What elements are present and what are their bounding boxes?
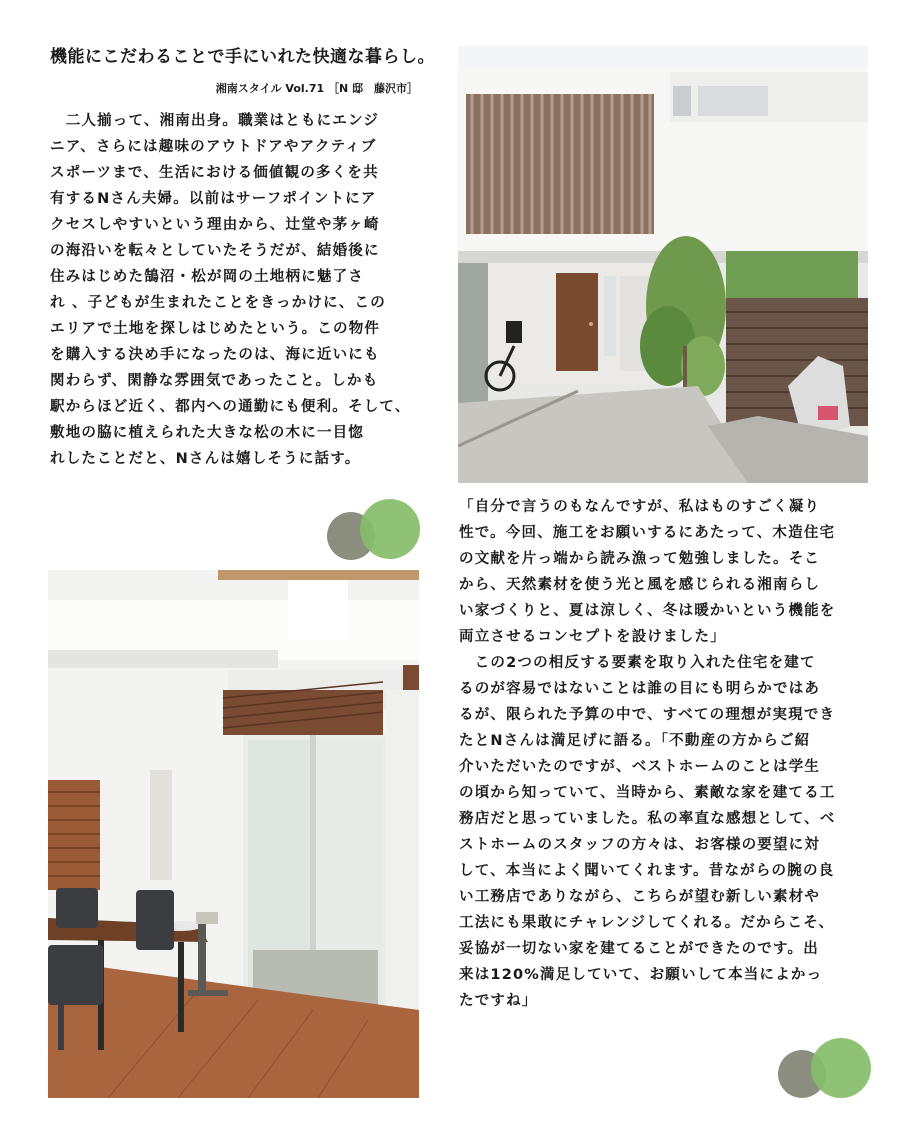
text-line: い工務店でありながら、こちらが望む新しい素材や bbox=[459, 889, 821, 905]
text-line: ニア、さらには趣味のアウトドアやアクティブ bbox=[50, 139, 377, 155]
text-line: 来は120%満足していて、お願いして本当によかっ bbox=[459, 967, 823, 983]
interior-dining-photo bbox=[48, 570, 419, 1098]
text-line: の海沿いを転々としていたそうだが、結婚後に bbox=[50, 243, 380, 259]
text-line: たとNさんは満足げに語る。「不動産の方からご紹 bbox=[459, 733, 811, 749]
text-line: エリアで土地を探しはじめたという。この物件 bbox=[50, 321, 381, 337]
front-door bbox=[556, 273, 598, 371]
wooden-louver bbox=[466, 94, 654, 234]
text-line: れしたことだと、Nさんは嬉しそうに話す。 bbox=[50, 451, 361, 467]
text-line: 妥協が一切ない家を建てることができたのです。出 bbox=[459, 941, 819, 957]
green-circle bbox=[811, 1038, 871, 1098]
text-line: 介いただいたのですが、ベストホームのことは学生 bbox=[459, 759, 821, 775]
text-line: の文献を片っ端から読み漁って勉強しました。そこ bbox=[459, 551, 821, 567]
text-line: たですね」 bbox=[459, 993, 538, 1009]
decorative-circles-bottom bbox=[776, 1036, 876, 1102]
side-window-blind bbox=[48, 780, 100, 890]
text-line: を購入する決め手になったのは、海に近いにも bbox=[50, 347, 380, 363]
text-line: して、本当によく聞いてくれます。昔ながらの腕の良 bbox=[459, 863, 835, 879]
text-line: 「自分で言うのもなんですが、私はものすごく凝り bbox=[459, 499, 821, 515]
text-line: の頃から知っていて、当時から、素敵な家を建てる工 bbox=[459, 785, 836, 801]
text-line: この2つの相反する要素を取り入れた住宅を建て bbox=[459, 655, 816, 671]
text-line: るが、限られた予算の中で、すべての理想が実現でき bbox=[459, 707, 836, 723]
text-line: 関わらず、閑静な雰囲気であったこと。しかも bbox=[50, 373, 379, 389]
text-line: 工法にも果敢にチャレンジしてくれる。だからこそ、 bbox=[459, 915, 835, 931]
decorative-circles-top bbox=[324, 497, 424, 563]
left-body-text bbox=[50, 108, 430, 472]
text-line: 敷地の脇に植えられた大きな松の木に一目惚 bbox=[50, 425, 364, 441]
text-line: から、天然素材を使う光と風を感じられる湘南らし bbox=[459, 577, 821, 593]
text-line: 有するNさん夫婦。以前はサーフポイントにア bbox=[50, 191, 377, 207]
text-line: クセスしやすいという理由から、辻堂や茅ヶ崎 bbox=[50, 217, 380, 233]
right-body-text bbox=[459, 494, 874, 1014]
green-circle bbox=[360, 499, 420, 559]
text-line: 両立させるコンセプトを設けました」 bbox=[459, 629, 726, 645]
sliding-glass-door bbox=[243, 735, 388, 1015]
text-line: 務店だと思っていました。私の率直な感想として、ベ bbox=[459, 811, 836, 827]
text-line: 住みはじめた鵠沼・松が岡の土地柄に魅了さ bbox=[50, 269, 364, 285]
text-line: れ 、子どもが生まれたことをきっかけに、この bbox=[50, 295, 386, 311]
text-line: い家づくりと、夏は涼しく、冬は暖かいという機能を bbox=[459, 603, 836, 619]
text-line: スポーツまで、生活における価値観の多くを共 bbox=[50, 165, 379, 181]
article-title: 機能にこだわることで手にいれた快適な暮らし。 bbox=[50, 47, 435, 67]
text-line: 駅からほど近く、都内への通勤にも便利。そして、 bbox=[50, 399, 411, 415]
article-source: 湘南スタイル Vol.71 ［N 邸 藤沢市］ bbox=[215, 82, 418, 95]
house-exterior-photo bbox=[458, 46, 868, 483]
text-line: 二人揃って、湘南出身。職業はともにエンジ bbox=[50, 113, 380, 129]
text-line: ストホームのスタッフの方々は、お客様の要望に対 bbox=[459, 837, 821, 853]
text-line: るのが容易ではないことは誰の目にも明らかではあ bbox=[459, 681, 821, 697]
text-line: 性で。今回、施工をお願いするにあたって、木造住宅 bbox=[459, 525, 836, 541]
